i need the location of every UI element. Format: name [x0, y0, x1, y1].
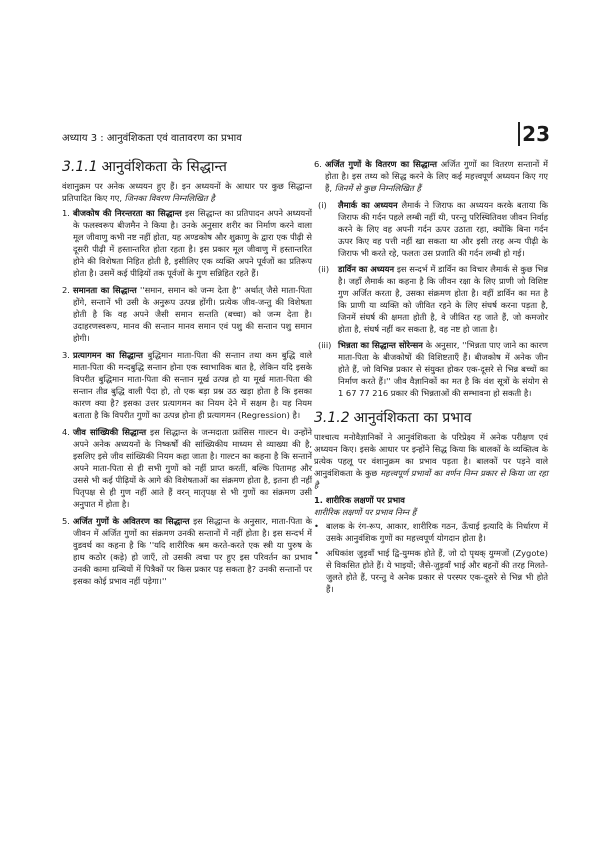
bullet-item: • अधिकांश जुड़वाँ भाई द्वि-युग्मक होते हैं, जो दो पृथक् युग्मजों (Zygote) से विकसित होते हैं। ये भाइयों; जैसे-जुड़वाँ भाई और बहनों की तरह मिलते-जुलते होते हैं, परन्तु वे अनेक प्रकार से परस्पर एक-दूसरे से भिन्न भी होते हैं।: [314, 548, 548, 594]
list-item: 5. अर्जित गुणों के अवितरण का सिद्धान्त इस सिद्धान्त के अनुसार, माता-पिता के जीवन में अर्जित गुणों का संक्रमण उनकी सन्तानों में नहीं होता है। इस सन्दर्भ में वुडवर्थ का कहना है कि ''यदि शारीरिक श्रम करते-करते एक स्त्री या पुरुष के हाथ कठोर (कड़े) हो जाएँ, तो उसकी त्वचा पर हुए इस परिवर्तन का प्रभाव उनकी कामा ग्रन्थियों में पित्रैकों पर किस प्रकार पड़ सकता है? उनकी सन्तानों पर इसका कोई प्रभाव नहीं पड़ेगा।'': [62, 516, 313, 586]
section-title: आनुवंशिकता के सिद्धान्त: [101, 159, 227, 175]
sub-heading: 1. शारीरिक लक्षणों पर प्रभाव: [314, 495, 405, 505]
page-header: [62, 122, 550, 146]
sub-list-item: (ii) डार्विन का अध्ययन इस सन्दर्भ में डार्विन का विचार लैमार्क से कुछ भिन्न है। जहाँ लैमार्क का कहना है कि जीवन रक्षा के लिए प्राणी जो विशिष्ट गुण अर्जित करता है, उसका संक्रमण होता है। वहीं डार्विन का मत है कि प्राणी या व्यक्ति को जीवित रहने के लिए संघर्ष करना पड़ता है, जिनमें संघर्ष की क्षमता होती है, वे जीवित रह जाते हैं, जो कमजोर होता है, संघर्ष नहीं कर सकता है, वह नष्ट हो जाता है।: [318, 264, 548, 334]
study-list: [314, 199, 548, 399]
section-number: 3.1.2: [314, 410, 350, 426]
sub-list-item: (iii) भिन्नता का सिद्धान्त सोरेन्सन के अनुसार, ''भिन्नता पाए जाने का कारण माता-पिता के बीजकोषों की विशिष्टताएँ हैं। बीजकोष में अनेक जीन होते हैं, जो विभिन्न प्रकार से संयुक्त होकर एक-दूसरे से भिन्न बच्चों का निर्माण करते हैं।'' जीव वैज्ञानिकों का मत है कि वंश सूत्रों के संयोग से 1 67 77 216 प्रकार की भिन्नताओं की सम्भावना हो सकती है।: [318, 340, 549, 398]
header-divider: [518, 122, 520, 146]
list-item: 2. समानता का सिद्धान्त ''समान, समान को जन्म देता है'' अर्थात् जैसे माता-पिता होंगे, सन्तानें भी उसी के अनुरूप उत्पन्न होंगी। प्रत्येक जीव-जन्तु की विशेषता होती है कि वह अपने जैसी समान सन्तति (बच्चा) को जन्म देता है। उदाहरणस्वरूप, मानव की सन्तान मानव समान एवं पशु की सन्तान पशु समान होगी।: [62, 285, 313, 343]
list-item: 4. जीव सांख्यिकी सिद्धान्त इस सिद्धान्त के जन्मदाता फ्रांसिस गाल्टन थे। उन्होंने अपने अनेक अध्ययनों के निष्कर्षों की सांख्यिकीय माध्यम से व्याख्या की है, इसलिए इसे जीव सांख्यिकी नियम कहा जाता है। गाल्टन का कहना है कि सन्तानें अपने माता-पिता से ही सभी गुणों को नहीं प्राप्त करतीं, बल्कि पितामह और उससे भी कई पीढ़ियों के आगे की विशेषताओं का संक्रमण होता है, इतना ही नहीं पितृपक्ष से ही गुण नहीं आते हैं वरन् मातृपक्ष से भी गुणों का संक्रमण उसी अनुपात में होता है।: [62, 427, 313, 509]
theory-list: [62, 207, 312, 587]
section-heading: [314, 409, 548, 427]
bullet-icon: •: [314, 548, 319, 558]
bullet-icon: •: [314, 521, 319, 531]
list-item: 3. प्रत्यागमन का सिद्धान्त बुद्धिमान माता-पिता की सन्तान तथा कम बुद्धि वाले माता-पिता की मन्दबुद्धि सन्तान होना एक स्वाभाविक बात है, लेकिन यदि इसके विपरीत बुद्धिमान माता-पिता की सन्तान मूर्ख उत्पन्न हो या मूर्ख माता-पिता की सन्तान तीव्र बुद्धि वाली पैदा हो, तो एक बड़ा प्रश्न उठ खड़ा होता है कि इसका कारण क्या है? इसका उत्तर प्रत्यागमन का नियम देने में सक्षम है। यह नियम बताता है कि विपरीत गुणों का उत्पन्न होना ही प्रत्यागमन (Regression) है।: [62, 350, 313, 420]
page-number: 23: [522, 122, 550, 146]
bullet-item: • बालक के रंग-रूप, आकार, शारीरिक गठन, ऊँचाई इत्यादि के निर्धारण में उसके आनुवंशिक गुणों का महत्त्वपूर्ण योगदान होता है।: [314, 521, 548, 543]
chapter-title: अध्याय 3 : आनुवंशिकता एवं वातावरण का प्रभाव: [62, 133, 242, 144]
intro-paragraph: वंशानुक्रम पर अनेक अध्ययन हुए हैं। इन अध्ययनों के आधार पर कुछ सिद्धान्त प्रतिपादित किए गए, जिनका विवरण निम्नलिखित है: [62, 181, 312, 203]
list-item: 6. अर्जित गुणों के वितरण का सिद्धान्त अर्जित गुणों का वितरण सन्तानों में होता है। इस तथ्य को सिद्ध करने के लिए कई महत्त्वपूर्ण अध्ययन किए गए हैं, जिनमें से कुछ निम्नलिखित हैं: [314, 159, 548, 193]
section-heading: [62, 158, 312, 176]
left-column: [62, 158, 312, 592]
sub-intro: शारीरिक लक्षणों पर प्रभाव निम्न हैं: [314, 507, 417, 517]
section-paragraph: पाश्चात्य मनोवैज्ञानिकों ने आनुवंशिकता के परिप्रेक्ष्य में अनेक परीक्षण एवं अध्ययन किए। इसके आधार पर इन्होंने सिद्ध किया कि बालकों के व्यक्तित्व के प्रत्येक पहलू पर वंशानुक्रम का प्रभाव पड़ता है। बालकों पर पड़ने वाले आनुवंशिकता के कुछ महत्त्वपूर्ण प्रभावों का वर्णन निम्न प्रकार से किया जा रहा है: [314, 432, 549, 490]
right-column: [314, 158, 548, 598]
list-item: 1. बीजकोष की निरन्तरता का सिद्धान्त इस सिद्धान्त का प्रतिपादन अपने अध्ययनों के फलस्वरूप बीजमैन ने किया है। उनके अनुसार शरीर का निर्माण करने वाला मूल जीवाणु कभी नष्ट नहीं होता, यह अण्डकोष और शुक्राणु के द्वारा एक पीढ़ी से दूसरी पीढ़ी में हस्तान्तरित होता रहता है। इस प्रकार मूल जीवाणु में हस्तान्तरित होने की विशेषता निहित होती है, इसीलिए एक व्यक्ति अपने पूर्वजों का प्रतिरूप होता है। उसमें कई पीढ़ियों तक पूर्वजों के गुण सन्निहित रहते हैं।: [62, 208, 313, 278]
section-number: 3.1.1: [62, 159, 98, 175]
section-title: आनुवंशिकता का प्रभाव: [353, 410, 472, 426]
sub-list-item: (i) लैमार्क का अध्ययन लैमार्क ने जिराफ का अध्ययन करके बताया कि जिराफ की गर्दन पहले लम्बी नहीं थी, परन्तु परिस्थितिवश जीवन निर्वाह करने के लिए वह अपनी गर्दन ऊपर उठाता रहा, क्योंकि बिना गर्दन ऊपर किए वह पत्ती नहीं खा सकता था और इसी तरह अन्य पीढ़ी के जिराफ भी करते रहे, फलतः उस प्रजाति की गर्दन लम्बी हो गई।: [318, 200, 548, 258]
bullet-list: [314, 520, 548, 595]
